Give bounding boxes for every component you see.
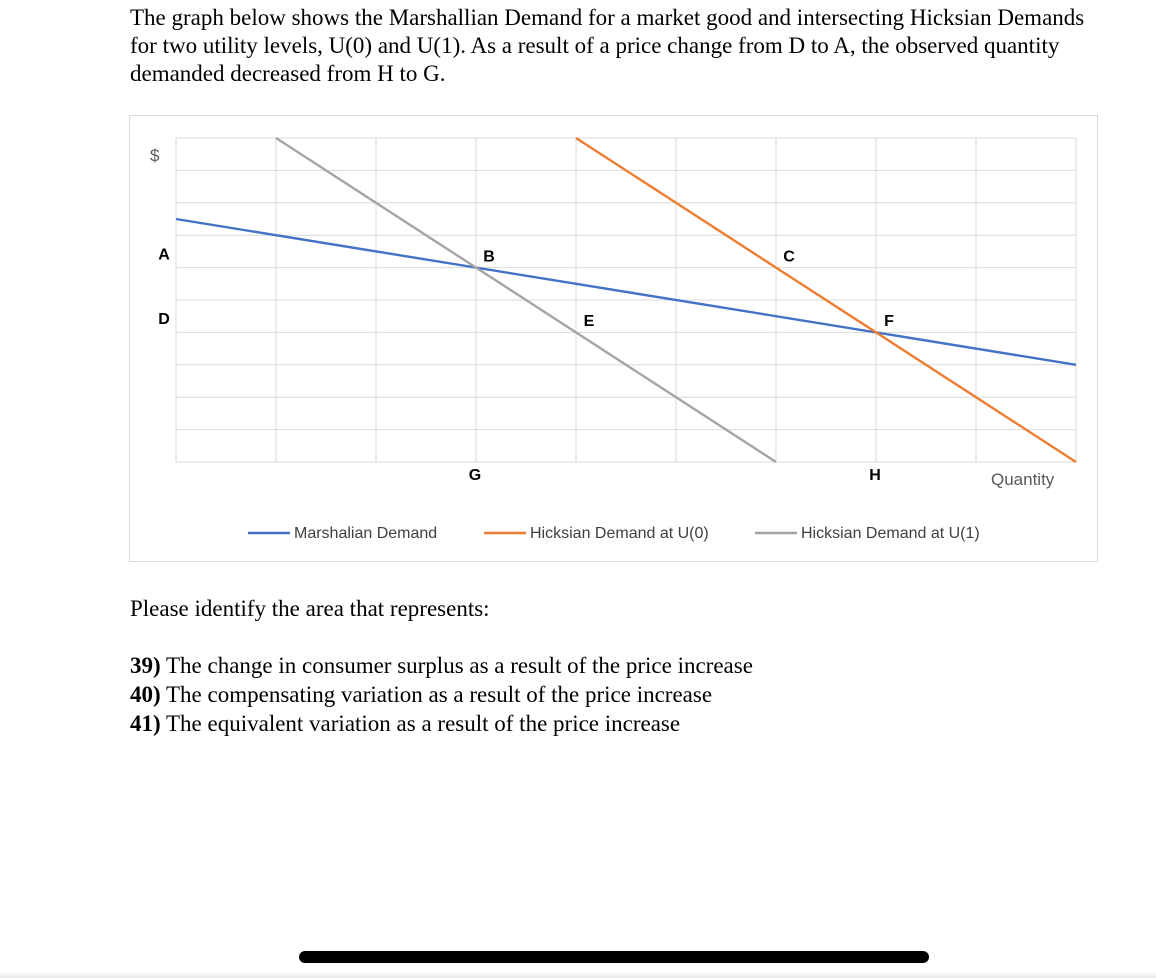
point-label-f: F — [884, 313, 894, 331]
question-39 — [130, 651, 753, 680]
demand-chart — [129, 115, 1098, 562]
point-label-c: C — [783, 248, 795, 266]
legend-label-hicksian-demand-at-u-0: Hicksian Demand at U(0) — [530, 525, 709, 542]
point-label-b: B — [483, 248, 495, 266]
point-label-e: E — [583, 313, 595, 331]
question-number: 40) — [130, 682, 161, 707]
price-label-a: A — [158, 246, 170, 264]
question-41 — [130, 709, 753, 738]
legend-label-marshalian-demand: Marshalian Demand — [294, 525, 438, 542]
question-number: 41) — [130, 711, 161, 736]
demand-chart-plot — [130, 116, 1099, 563]
problem-intro: The graph below shows the Marshallian Demand for a market good and intersecting Hicksian Demands for two utility levels, U(0) and U(1). As a result of a price change from D to A, the observed quantity demanded decreased from H to G. — [130, 5, 1085, 86]
question-text: The change in consumer surplus as a result of the price increase — [160, 653, 753, 678]
question-number: 39) — [130, 653, 161, 678]
quantity-label-h: H — [869, 467, 881, 484]
x-axis-label: Quantity — [991, 470, 1055, 489]
screen-bottom-edge — [0, 972, 1156, 978]
question-40 — [130, 680, 753, 709]
question-text: The compensating variation as a result of the price increase — [160, 682, 713, 707]
questions-prompt: Please identify the area that represents: — [130, 596, 490, 621]
y-axis-label: $ — [150, 146, 160, 165]
legend-label-hicksian-demand-at-u-1: Hicksian Demand at U(1) — [801, 525, 980, 542]
question-text: The equivalent variation as a result of the price increase — [160, 711, 681, 736]
price-label-d: D — [158, 311, 170, 329]
question-block — [130, 594, 753, 738]
home-indicator[interactable] — [299, 951, 929, 963]
quantity-label-g: G — [468, 467, 482, 484]
marshalian-demand-line — [176, 219, 1076, 365]
